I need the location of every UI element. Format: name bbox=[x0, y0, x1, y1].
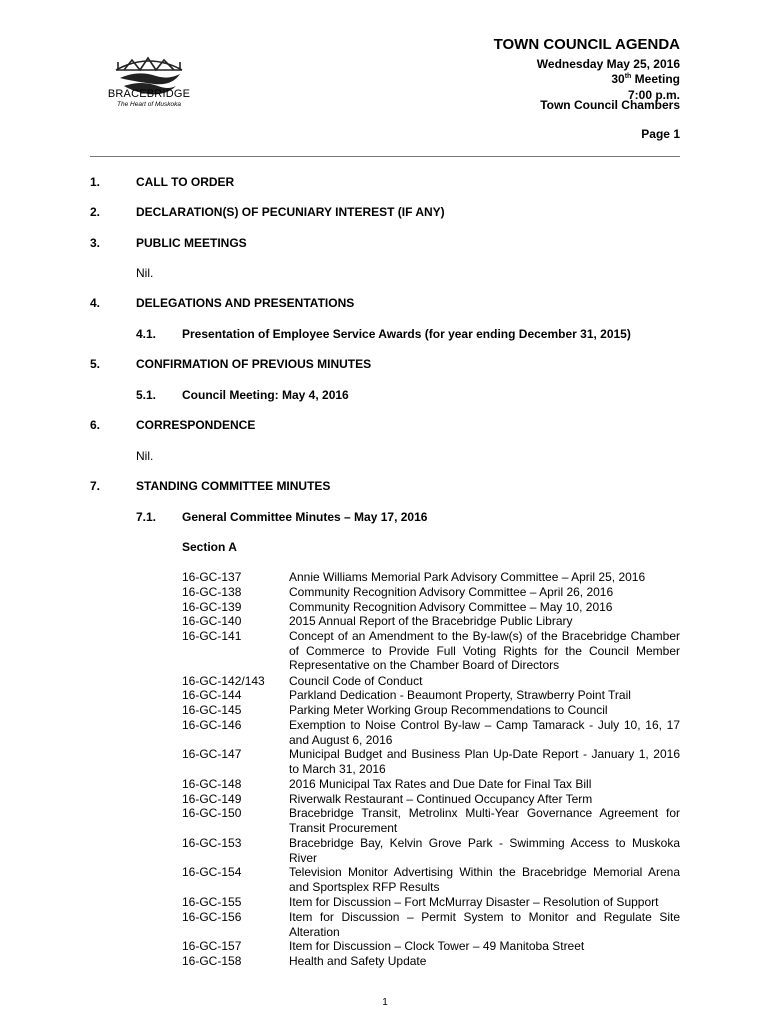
section-number: 5. bbox=[90, 357, 101, 371]
item-description: Bracebridge Bay, Kelvin Grove Park - Swimming Access to Muskoka River bbox=[289, 836, 680, 865]
item-code: 16-GC-145 bbox=[182, 703, 242, 717]
brand-name: BRACEBRIDGE bbox=[107, 88, 191, 100]
meeting-time: 7:00 p.m. bbox=[627, 88, 680, 102]
item-code: 16-GC-156 bbox=[182, 910, 242, 924]
section-number: 3. bbox=[90, 236, 101, 250]
section-note: Nil. bbox=[136, 449, 154, 463]
item-code: 16-GC-158 bbox=[182, 954, 242, 968]
agenda-title: TOWN COUNCIL AGENDA bbox=[493, 36, 680, 53]
brand-tagline: The Heart of Muskoka bbox=[117, 101, 181, 108]
subsection-number: 4.1. bbox=[136, 327, 157, 341]
page-label: Page 1 bbox=[641, 127, 680, 141]
section-number: 6. bbox=[90, 418, 101, 432]
item-description: 2015 Annual Report of the Bracebridge Public Library bbox=[289, 614, 573, 628]
meeting-location: Town Council Chambers bbox=[540, 98, 680, 112]
item-code: 16-GC-140 bbox=[182, 614, 242, 628]
item-code: 16-GC-155 bbox=[182, 895, 242, 909]
item-code: 16-GC-146 bbox=[182, 718, 242, 732]
item-code: 16-GC-149 bbox=[182, 792, 242, 806]
item-code: 16-GC-157 bbox=[182, 939, 242, 953]
item-code: 16-GC-142/143 bbox=[182, 674, 265, 688]
header-divider bbox=[90, 156, 680, 157]
section-title: DECLARATION(S) OF PECUNIARY INTEREST (IF ANY) bbox=[136, 205, 445, 219]
subsection-title: Presentation of Employee Service Awards (for year ending December 31, 2015) bbox=[182, 327, 631, 341]
item-code: 16-GC-137 bbox=[182, 570, 242, 584]
meeting-number: 30th Meeting bbox=[611, 72, 680, 86]
section-title: CORRESPONDENCE bbox=[136, 418, 256, 432]
item-description: Television Monitor Advertising Within the Bracebridge Memorial Arena and Sportsplex RFP Results bbox=[289, 865, 680, 894]
subsection-title: General Committee Minutes – May 17, 2016 bbox=[182, 510, 428, 524]
item-description: Community Recognition Advisory Committee – May 10, 2016 bbox=[289, 600, 613, 614]
item-description: Exemption to Noise Control By-law – Camp Tamarack - July 10, 16, 17 and August 6, 2016 bbox=[289, 718, 680, 747]
item-description: 2016 Municipal Tax Rates and Due Date for Final Tax Bill bbox=[289, 777, 592, 791]
section-title: DELEGATIONS AND PRESENTATIONS bbox=[136, 296, 355, 310]
item-code: 16-GC-150 bbox=[182, 806, 242, 820]
item-code: 16-GC-141 bbox=[182, 629, 242, 643]
item-description: Health and Safety Update bbox=[289, 954, 427, 968]
item-code: 16-GC-154 bbox=[182, 865, 242, 879]
item-description: Municipal Budget and Business Plan Up-Date Report - January 1, 2016 to March 31, 2016 bbox=[289, 747, 680, 776]
item-code: 16-GC-153 bbox=[182, 836, 242, 850]
section-number: 1. bbox=[90, 175, 101, 189]
item-code: 16-GC-138 bbox=[182, 585, 242, 599]
section-title: PUBLIC MEETINGS bbox=[136, 236, 247, 250]
section-title: CONFIRMATION OF PREVIOUS MINUTES bbox=[136, 357, 372, 371]
item-description: Riverwalk Restaurant – Continued Occupancy After Term bbox=[289, 792, 593, 806]
subsection-title: Council Meeting: May 4, 2016 bbox=[182, 388, 349, 402]
item-description: Annie Williams Memorial Park Advisory Committee – April 25, 2016 bbox=[289, 570, 646, 584]
subsection-number: 7.1. bbox=[136, 510, 157, 524]
item-description: Council Code of Conduct bbox=[289, 674, 423, 688]
item-code: 16-GC-147 bbox=[182, 747, 242, 761]
item-description: Item for Discussion – Clock Tower – 49 Manitoba Street bbox=[289, 939, 585, 953]
section-number: 2. bbox=[90, 205, 101, 219]
section-title: STANDING COMMITTEE MINUTES bbox=[136, 479, 331, 493]
subsection-number: 5.1. bbox=[136, 388, 157, 402]
item-description: Community Recognition Advisory Committee – April 26, 2016 bbox=[289, 585, 614, 599]
item-description: Concept of an Amendment to the By-law(s) of the Bracebridge Chamber of Commerce to Provide Full Voting Rights for the Council Member Representative on the Chamber Board of Directors bbox=[289, 629, 680, 673]
section-a-label: Section A bbox=[182, 540, 237, 554]
section-note: Nil. bbox=[136, 266, 154, 280]
meeting-date: Wednesday May 25, 2016 bbox=[536, 57, 680, 71]
item-description: Item for Discussion – Permit System to Monitor and Regulate Site Alteration bbox=[289, 910, 680, 939]
item-description: Parking Meter Working Group Recommendations to Council bbox=[289, 703, 608, 717]
item-description: Item for Discussion – Fort McMurray Disaster – Resolution of Support bbox=[289, 895, 659, 909]
item-description: Bracebridge Transit, Metrolinx Multi-Year Governance Agreement for Transit Procurement bbox=[289, 806, 680, 835]
section-number: 4. bbox=[90, 296, 101, 310]
page-number: 1 bbox=[382, 997, 388, 1008]
item-code: 16-GC-139 bbox=[182, 600, 242, 614]
section-number: 7. bbox=[90, 479, 101, 493]
section-title: CALL TO ORDER bbox=[136, 175, 235, 189]
item-description: Parkland Dedication - Beaumont Property, Strawberry Point Trail bbox=[289, 688, 631, 702]
item-code: 16-GC-148 bbox=[182, 777, 242, 791]
item-code: 16-GC-144 bbox=[182, 688, 242, 702]
